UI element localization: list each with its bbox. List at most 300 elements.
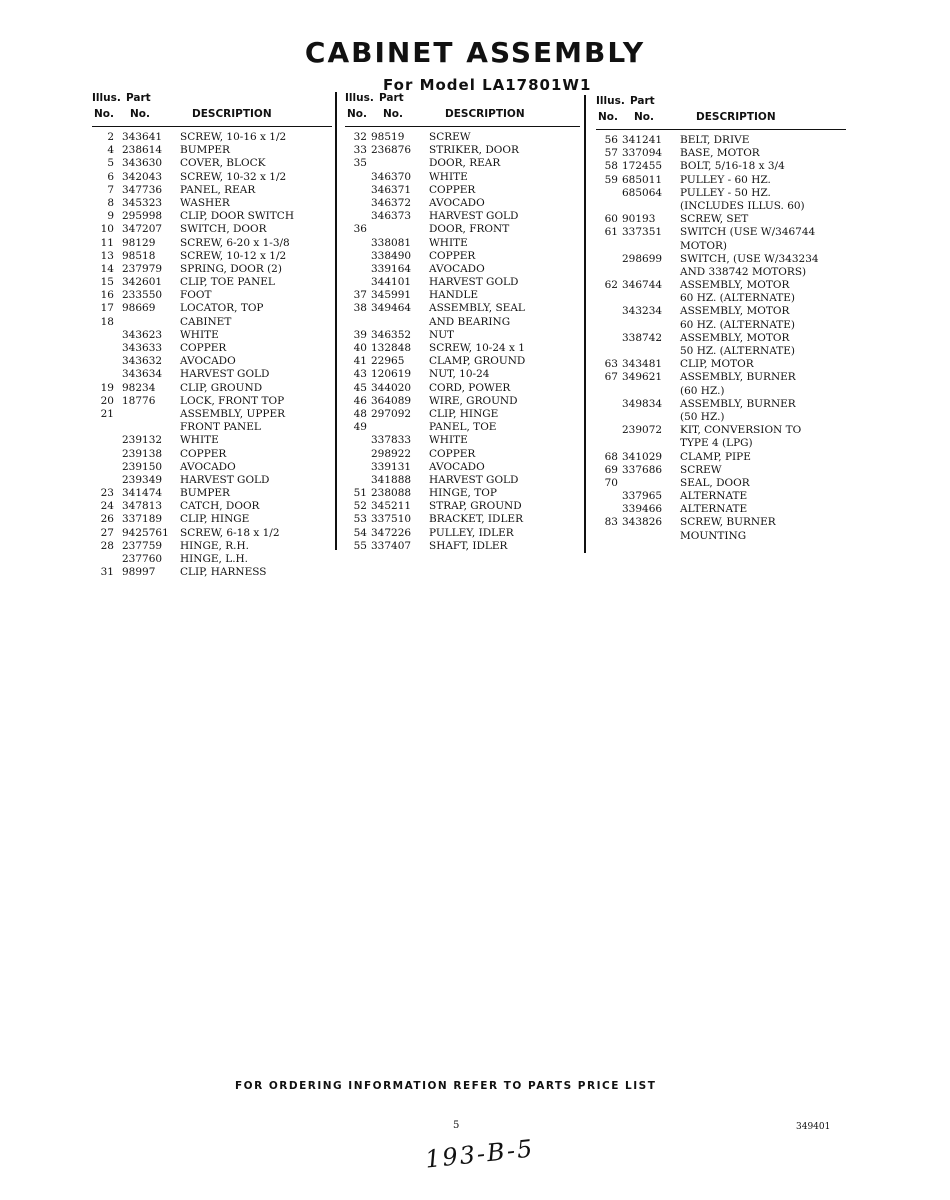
- part-description: CLAMP, GROUND: [429, 355, 526, 368]
- illus-number: 15: [100, 276, 114, 289]
- illus-number: 8: [107, 196, 114, 209]
- part-description: SWITCH (USE W/346744: [680, 226, 816, 239]
- illus-number: 16: [100, 289, 114, 302]
- part-description: AVOCADO: [429, 196, 485, 209]
- part-row: [345, 382, 580, 395]
- part-row: [596, 451, 846, 464]
- part-description: HARVEST GOLD: [180, 368, 270, 381]
- part-row: [92, 131, 332, 144]
- part-number: 342043: [122, 170, 163, 183]
- part-row: [92, 342, 332, 355]
- part-number: 342601: [122, 276, 163, 289]
- part-description: COPPER: [429, 249, 476, 262]
- part-description: CLIP, HINGE: [180, 513, 250, 526]
- part-description: PULLEY, IDLER: [429, 526, 514, 539]
- part-number: 238088: [371, 487, 412, 500]
- part-description: CLIP, DOOR SWITCH: [180, 210, 294, 223]
- illus-number: 2: [107, 131, 114, 143]
- part-description: HINGE, TOP: [429, 487, 497, 500]
- part-number: 347813: [122, 500, 163, 513]
- illus-number: 24: [100, 500, 114, 513]
- part-description: WHITE: [180, 434, 219, 447]
- column-header: [92, 92, 332, 127]
- part-description: COPPER: [180, 342, 227, 354]
- part-description: SCREW, 6-18 x 1/2: [180, 526, 280, 539]
- part-number: 233550: [122, 289, 163, 302]
- part-description: ASSEMBLY, UPPER: [180, 407, 286, 420]
- part-description: AVOCADO: [180, 460, 236, 473]
- part-number: 98997: [122, 566, 156, 579]
- illus-number: 5: [107, 157, 114, 170]
- part-description: ASSEMBLY, MOTOR: [680, 331, 790, 344]
- illus-number: 53: [353, 513, 367, 526]
- part-description: ASSEMBLY, SEAL: [429, 302, 525, 315]
- part-description: COPPER: [429, 447, 476, 460]
- part-row: [596, 319, 846, 332]
- part-row: [596, 371, 846, 384]
- part-number: 341474: [122, 487, 163, 500]
- part-description: CLIP, TOE PANEL: [180, 276, 275, 289]
- part-description: BUMPER: [180, 487, 230, 500]
- part-number: 98234: [122, 381, 156, 394]
- part-number: 347226: [371, 526, 412, 539]
- header-no2: No.: [634, 111, 654, 123]
- column-divider: [584, 95, 586, 553]
- illus-number: 61: [604, 226, 618, 239]
- part-number: 337965: [622, 490, 663, 503]
- part-number: 337407: [371, 539, 412, 552]
- part-row: [596, 187, 846, 200]
- column-header: [596, 95, 846, 130]
- part-description: PANEL, TOE: [429, 421, 497, 434]
- ordering-footer: FOR ORDERING INFORMATION REFER TO PARTS PRICE LIST: [235, 1080, 657, 1092]
- part-row: [345, 157, 580, 170]
- part-row: [92, 157, 332, 170]
- part-row: [92, 408, 332, 421]
- part-description: (INCLUDES ILLUS. 60): [680, 199, 805, 212]
- part-description: HARVEST GOLD: [429, 473, 519, 486]
- header-no2: No.: [383, 108, 403, 120]
- part-description: ALTERNATE: [680, 490, 748, 503]
- part-row: [345, 408, 580, 421]
- illus-number: 36: [353, 223, 367, 236]
- part-number: 343826: [622, 516, 663, 529]
- part-number: 98519: [371, 131, 405, 143]
- part-number: 239349: [122, 473, 163, 486]
- part-row: [596, 385, 846, 398]
- part-row: [345, 237, 580, 250]
- part-row: [596, 253, 846, 266]
- part-row: [92, 395, 332, 408]
- part-number: 98518: [122, 249, 156, 262]
- part-row: [92, 434, 332, 447]
- part-row: [596, 292, 846, 305]
- part-description: HARVEST GOLD: [180, 473, 270, 486]
- illus-number: 18: [100, 315, 114, 328]
- part-row: [345, 395, 580, 408]
- part-description: NUT, 10-24: [429, 368, 490, 381]
- illus-number: 51: [353, 487, 367, 500]
- part-number: 341029: [622, 450, 663, 463]
- column-header: [345, 92, 580, 127]
- part-row: [345, 513, 580, 526]
- part-row: [92, 263, 332, 276]
- illus-number: 28: [100, 539, 114, 552]
- part-row: [596, 437, 846, 450]
- part-row: [596, 477, 846, 490]
- illus-number: 43: [353, 368, 367, 381]
- part-row: [92, 527, 332, 540]
- part-description: CLIP, HINGE: [429, 407, 499, 420]
- part-number: 345991: [371, 289, 412, 302]
- part-number: 343630: [122, 157, 163, 170]
- part-description: COVER, BLOCK: [180, 157, 266, 170]
- part-row: [596, 464, 846, 477]
- illus-number: 52: [353, 500, 367, 513]
- part-description: MOTOR): [680, 239, 727, 252]
- part-number: 239072: [622, 424, 663, 437]
- part-description: SWITCH, DOOR: [180, 223, 267, 236]
- illus-number: 4: [107, 144, 114, 157]
- part-row: [345, 302, 580, 315]
- part-description: SWITCH, (USE W/343234: [680, 252, 819, 265]
- part-description: WHITE: [180, 328, 219, 341]
- part-number: 364089: [371, 394, 412, 407]
- part-row: [596, 200, 846, 213]
- part-description: BOLT, 5/16-18 x 3/4: [680, 160, 785, 173]
- illus-number: 37: [353, 289, 367, 302]
- part-description: WHITE: [429, 170, 468, 183]
- part-description: BRACKET, IDLER: [429, 513, 523, 526]
- part-row: [92, 289, 332, 302]
- illus-number: 20: [100, 394, 114, 407]
- part-description: HANDLE: [429, 289, 478, 302]
- part-description: FRONT PANEL: [180, 421, 261, 434]
- part-description: SHAFT, IDLER: [429, 539, 508, 552]
- part-number: 346370: [371, 170, 412, 183]
- header-part: Part: [126, 92, 151, 104]
- part-description: CLAMP, PIPE: [680, 450, 751, 463]
- part-description: MOUNTING: [680, 529, 747, 542]
- part-number: 346744: [622, 279, 663, 292]
- illus-number: 39: [353, 328, 367, 341]
- part-row: [596, 332, 846, 345]
- part-description: BASE, MOTOR: [680, 147, 760, 160]
- part-description: STRAP, GROUND: [429, 500, 522, 513]
- part-number: 349621: [622, 371, 663, 384]
- part-number: 237759: [122, 539, 163, 552]
- part-description: COPPER: [180, 447, 227, 460]
- part-row: [92, 276, 332, 289]
- part-number: 343634: [122, 368, 163, 381]
- page-title: CABINET ASSEMBLY: [304, 36, 646, 69]
- part-description: ALTERNATE: [680, 503, 748, 516]
- part-description: SCREW, SET: [680, 213, 749, 226]
- illus-number: 27: [100, 526, 114, 539]
- illus-number: 6: [107, 170, 114, 183]
- part-description: TYPE 4 (LPG): [680, 437, 753, 450]
- part-number: 297092: [371, 407, 412, 420]
- part-row: [92, 540, 332, 553]
- part-number: 90193: [622, 213, 656, 226]
- part-number: 236876: [371, 144, 412, 157]
- part-row: [92, 223, 332, 236]
- part-row: [345, 276, 580, 289]
- part-description: SCREW, 10-12 x 1/2: [180, 249, 287, 262]
- part-number: 9425761: [122, 526, 169, 539]
- header-part: Part: [630, 95, 655, 107]
- part-description: (50 HZ.): [680, 410, 725, 423]
- illus-number: 17: [100, 302, 114, 315]
- part-number: 239138: [122, 447, 163, 460]
- part-number: 298699: [622, 252, 663, 265]
- part-row: [345, 171, 580, 184]
- part-number: 295998: [122, 210, 163, 223]
- part-row: [92, 171, 332, 184]
- parts-column-3: [596, 95, 846, 543]
- part-description: PULLEY - 60 HZ.: [680, 173, 771, 186]
- part-row: [92, 355, 332, 368]
- part-row: [345, 448, 580, 461]
- part-row: [345, 184, 580, 197]
- part-description: CORD, POWER: [429, 381, 511, 394]
- part-number: 346373: [371, 210, 412, 223]
- part-description: WASHER: [180, 196, 230, 209]
- part-number: 339164: [371, 262, 412, 275]
- part-number: 239132: [122, 434, 163, 447]
- part-number: 298922: [371, 447, 412, 460]
- part-row: [345, 355, 580, 368]
- part-description: SCREW: [680, 463, 722, 476]
- part-number: 98129: [122, 236, 156, 249]
- part-row: [345, 421, 580, 434]
- part-number: 341888: [371, 473, 412, 486]
- illus-number: 33: [353, 144, 367, 157]
- header-description: DESCRIPTION: [696, 111, 776, 123]
- illus-number: 69: [604, 463, 618, 476]
- part-number: 685064: [622, 186, 663, 199]
- part-description: LOCATOR, TOP: [180, 302, 264, 315]
- part-row: [596, 345, 846, 358]
- page-number: 5: [453, 1120, 460, 1131]
- part-description: HINGE, R.H.: [180, 539, 249, 552]
- part-description: SCREW, 10-16 x 1/2: [180, 131, 287, 143]
- part-description: DOOR, FRONT: [429, 223, 510, 236]
- header-no1: No.: [347, 108, 367, 120]
- header-description: DESCRIPTION: [445, 108, 525, 120]
- part-description: HARVEST GOLD: [429, 276, 519, 289]
- part-description: HINGE, L.H.: [180, 553, 249, 565]
- part-row: [345, 434, 580, 447]
- handwritten-note: 193-B-5: [423, 1134, 536, 1174]
- part-description: BELT, DRIVE: [680, 134, 750, 146]
- part-description: SPRING, DOOR (2): [180, 262, 282, 275]
- part-description: ASSEMBLY, MOTOR: [680, 279, 790, 292]
- part-row: [345, 263, 580, 276]
- part-description: ASSEMBLY, MOTOR: [680, 305, 790, 318]
- illus-number: 9: [107, 210, 114, 223]
- column-divider: [335, 92, 337, 550]
- part-row: [92, 368, 332, 381]
- part-row: [596, 490, 846, 503]
- part-row: [92, 421, 332, 434]
- part-number: 172455: [622, 160, 663, 173]
- part-description: BUMPER: [180, 144, 230, 157]
- part-description: SEAL, DOOR: [680, 476, 750, 489]
- part-row: [92, 144, 332, 157]
- part-description: KIT, CONVERSION TO: [680, 424, 802, 437]
- part-description: DOOR, REAR: [429, 157, 501, 170]
- part-description: SCREW, 10-32 x 1/2: [180, 170, 287, 183]
- part-row: [345, 250, 580, 263]
- illus-number: 38: [353, 302, 367, 315]
- part-description: FOOT: [180, 289, 212, 302]
- part-number: 341241: [622, 134, 663, 146]
- illus-number: 56: [604, 134, 618, 146]
- part-description: AND BEARING: [429, 315, 511, 328]
- document-number: 349401: [796, 1122, 831, 1132]
- illus-number: 14: [100, 262, 114, 275]
- part-number: 343234: [622, 305, 663, 318]
- part-description: (60 HZ.): [680, 384, 725, 397]
- part-row: [596, 266, 846, 279]
- part-description: ASSEMBLY, BURNER: [680, 371, 796, 384]
- part-description: SCREW, 10-24 x 1: [429, 342, 525, 354]
- part-row: [92, 461, 332, 474]
- part-number: 345211: [371, 500, 412, 513]
- part-row: [345, 500, 580, 513]
- illus-number: 46: [353, 394, 367, 407]
- illus-number: 55: [353, 539, 367, 552]
- part-number: 347207: [122, 223, 163, 236]
- part-row: [92, 184, 332, 197]
- part-description: STRIKER, DOOR: [429, 144, 519, 157]
- part-row: [345, 316, 580, 329]
- part-number: 132848: [371, 342, 412, 354]
- illus-number: 11: [100, 236, 114, 249]
- illus-number: 31: [100, 566, 114, 579]
- header-description: DESCRIPTION: [192, 108, 272, 120]
- part-description: 50 HZ. (ALTERNATE): [680, 345, 795, 357]
- part-row: [92, 553, 332, 566]
- part-number: 337510: [371, 513, 412, 526]
- part-row: [596, 134, 846, 147]
- part-row: [345, 474, 580, 487]
- part-description: SCREW, 6-20 x 1-3/8: [180, 236, 290, 249]
- part-description: PULLEY - 50 HZ.: [680, 186, 771, 199]
- part-number: 339466: [622, 503, 663, 516]
- part-number: 237979: [122, 262, 163, 275]
- part-row: [596, 398, 846, 411]
- part-row: [345, 540, 580, 553]
- model-subtitle: For Model LA17801W1: [383, 76, 592, 94]
- illus-number: 60: [604, 213, 618, 226]
- part-row: [345, 131, 580, 144]
- part-row: [596, 279, 846, 292]
- part-number: 349464: [371, 302, 412, 315]
- illus-number: 26: [100, 513, 114, 526]
- part-number: 349834: [622, 397, 663, 410]
- part-number: 346372: [371, 196, 412, 209]
- part-description: AND 338742 MOTORS): [680, 265, 807, 278]
- part-row: [345, 289, 580, 302]
- part-number: 343481: [622, 358, 663, 371]
- part-description: 60 HZ. (ALTERNATE): [680, 318, 795, 331]
- illus-number: 62: [604, 279, 618, 292]
- part-row: [92, 210, 332, 223]
- part-row: [345, 329, 580, 342]
- part-number: 18776: [122, 394, 156, 407]
- illus-number: 68: [604, 450, 618, 463]
- illus-number: 19: [100, 381, 114, 394]
- part-number: 339131: [371, 460, 412, 473]
- part-row: [92, 316, 332, 329]
- part-description: NUT: [429, 328, 455, 341]
- part-row: [345, 210, 580, 223]
- part-row: [92, 448, 332, 461]
- part-number: 337189: [122, 513, 163, 526]
- illus-number: 57: [604, 147, 618, 160]
- part-row: [596, 411, 846, 424]
- part-row: [92, 329, 332, 342]
- illus-number: 23: [100, 487, 114, 500]
- header-part: Part: [379, 92, 404, 104]
- part-row: [596, 240, 846, 253]
- part-row: [596, 424, 846, 437]
- part-description: CLIP, HARNESS: [180, 566, 267, 579]
- part-description: SCREW, BURNER: [680, 516, 776, 529]
- part-row: [596, 213, 846, 226]
- part-number: 120619: [371, 368, 412, 381]
- part-row: [345, 487, 580, 500]
- parts-column-1: [92, 92, 332, 579]
- part-description: 60 HZ. (ALTERNATE): [680, 292, 795, 305]
- illus-number: 67: [604, 371, 618, 384]
- illus-number: 70: [604, 476, 618, 489]
- part-row: [92, 513, 332, 526]
- illus-number: 45: [353, 381, 367, 394]
- part-number: 346352: [371, 328, 412, 341]
- part-row: [345, 223, 580, 236]
- header-no2: No.: [130, 108, 150, 120]
- part-row: [596, 503, 846, 516]
- part-row: [596, 516, 846, 529]
- part-row: [345, 368, 580, 381]
- part-number: 347736: [122, 183, 163, 196]
- part-description: CATCH, DOOR: [180, 500, 260, 513]
- part-description: WIRE, GROUND: [429, 394, 518, 407]
- part-number: 337094: [622, 147, 663, 160]
- part-number: 239150: [122, 460, 163, 473]
- part-description: AVOCADO: [180, 355, 236, 368]
- part-number: 345323: [122, 196, 163, 209]
- illus-number: 10: [100, 223, 114, 236]
- part-description: LOCK, FRONT TOP: [180, 394, 285, 407]
- part-description: COPPER: [429, 183, 476, 196]
- illus-number: 83: [604, 516, 618, 529]
- illus-number: 40: [353, 342, 367, 354]
- part-number: 338081: [371, 236, 412, 249]
- part-description: AVOCADO: [429, 460, 485, 473]
- part-description: AVOCADO: [429, 262, 485, 275]
- illus-number: 32: [353, 131, 367, 143]
- illus-number: 63: [604, 358, 618, 371]
- part-row: [596, 147, 846, 160]
- part-row: [345, 527, 580, 540]
- part-number: 338742: [622, 331, 663, 344]
- part-number: 337833: [371, 434, 412, 447]
- illus-number: 13: [100, 249, 114, 262]
